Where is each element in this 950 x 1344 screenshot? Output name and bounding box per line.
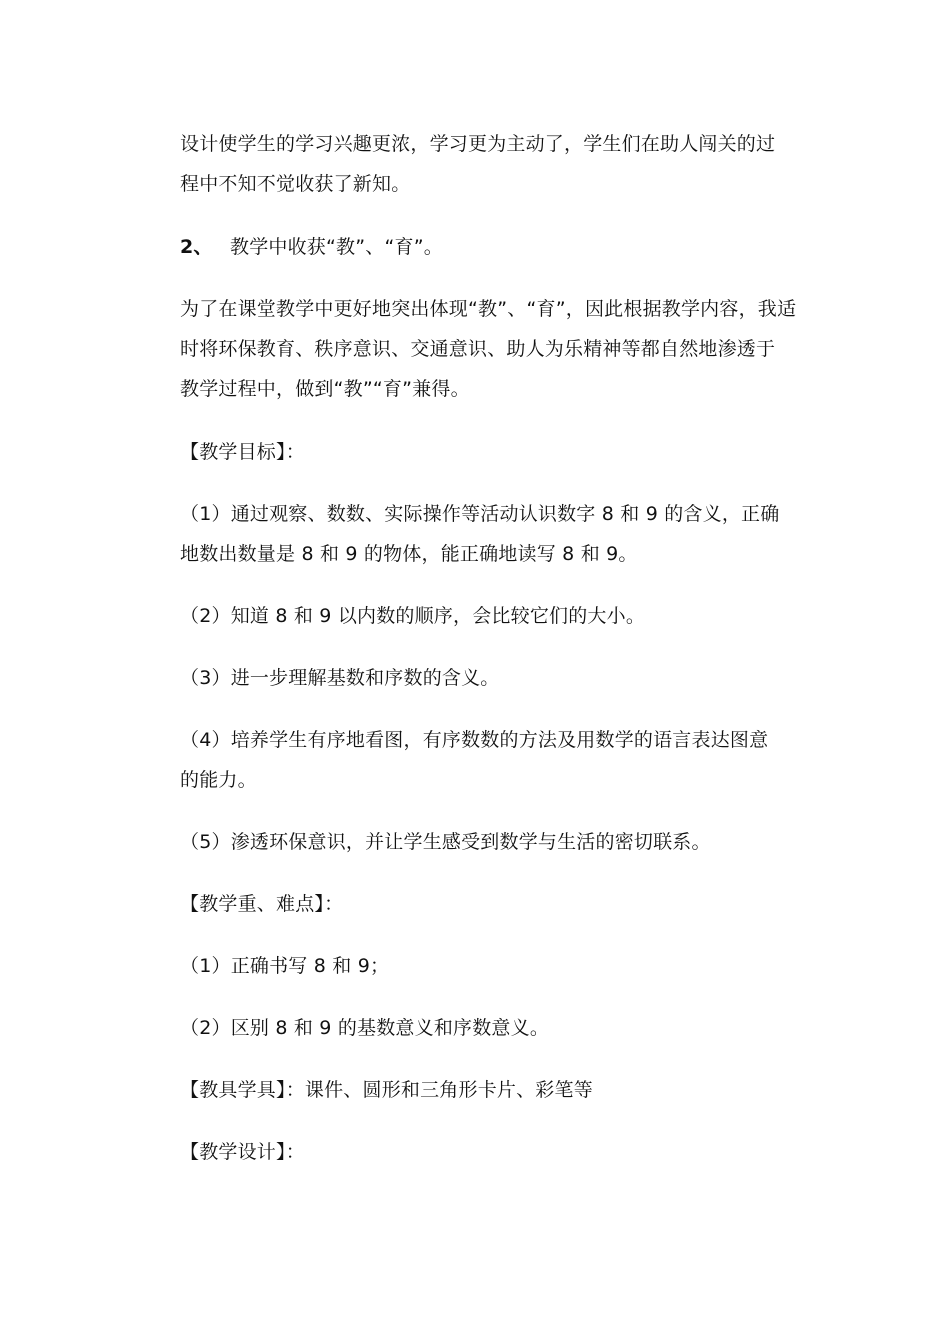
tools-line: 【教具学具】：课件、圆形和三角形卡片、彩笔等	[180, 1079, 593, 1101]
goals-heading: 【教学目标】：	[180, 441, 305, 463]
paragraph-line-2: 时将环保教育、秩序意识、交通意识、助人为乐精神等都自然地渗透于	[180, 338, 776, 360]
section-2-number: 2、	[180, 236, 213, 258]
goal-2: （2）知道 8 和 9 以内数的顺序，会比较它们的大小。	[180, 605, 646, 627]
intro-line-2: 程中不知不觉收获了新知。	[180, 173, 411, 195]
key-points-heading: 【教学重、难点】：	[180, 893, 344, 915]
goal-4-line-2: 的能力。	[180, 769, 257, 791]
section-2-title: 教学中收获“教”、“育”。	[230, 236, 443, 258]
intro-line-1: 设计使学生的学习兴趣更浓，学习更为主动了，学生们在助人闯关的过	[180, 133, 776, 155]
key-point-1: （1）正确书写 8 和 9；	[180, 955, 390, 977]
goal-1-line-1: （1）通过观察、数数、实际操作等活动认识数字 8 和 9 的含义，正确	[180, 503, 780, 525]
design-heading: 【教学设计】：	[180, 1141, 305, 1163]
section-2-heading	[180, 235, 443, 259]
goal-3: （3）进一步理解基数和序数的含义。	[180, 667, 500, 689]
paragraph-line-1: 为了在课堂教学中更好地突出体现“教”、“育”，因此根据教学内容，我适	[180, 298, 797, 320]
goal-4-line-1: （4）培养学生有序地看图，有序数数的方法及用数学的语言表达图意	[180, 729, 769, 751]
goal-5: （5）渗透环保意识，并让学生感受到数学与生活的密切联系。	[180, 831, 711, 853]
key-point-2: （2）区别 8 和 9 的基数意义和序数意义。	[180, 1017, 550, 1039]
paragraph-line-3: 教学过程中，做到“教”“育”兼得。	[180, 378, 470, 400]
goal-1-line-2: 地数出数量是 8 和 9 的物体，能正确地读写 8 和 9。	[180, 543, 638, 565]
